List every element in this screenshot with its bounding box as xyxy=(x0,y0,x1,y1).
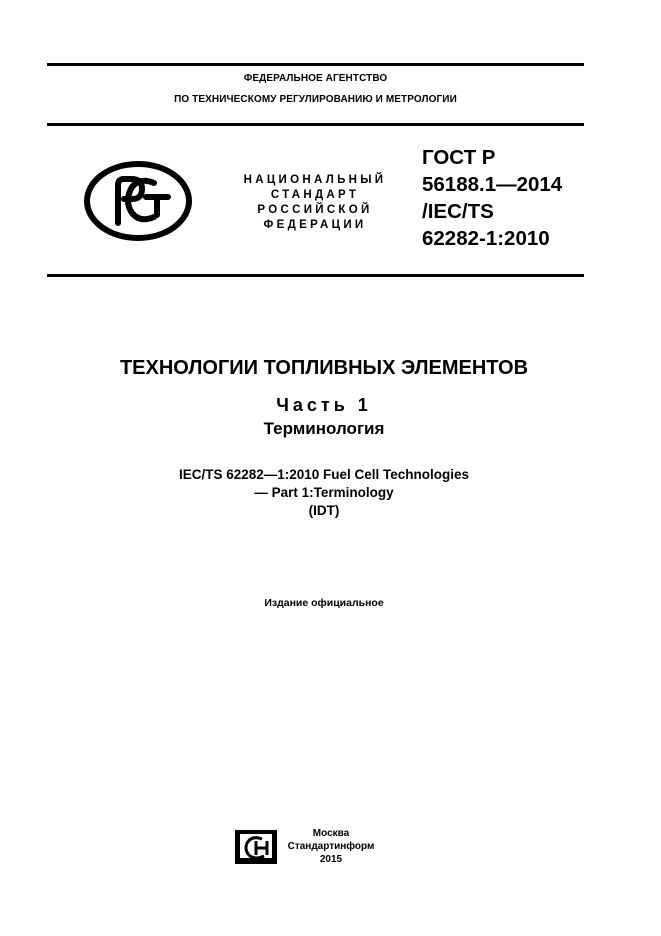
top-rule xyxy=(47,63,584,66)
publisher-name: Стандартинформ xyxy=(287,841,375,852)
national-standard-line3: РОССИЙСКОЙ xyxy=(257,204,373,216)
rst-logo-icon xyxy=(84,161,192,241)
gost-designation-line3: /IEC/TS xyxy=(422,200,494,223)
agency-name-line1: ФЕДЕРАЛЬНОЕ АГЕНТСТВО xyxy=(243,73,388,84)
publisher-logo-icon xyxy=(234,829,278,865)
gost-designation-line4: 62282-1:2010 xyxy=(422,227,550,250)
national-standard-line4: ФЕДЕРАЦИИ xyxy=(263,219,367,231)
document-title: ТЕХНОЛОГИИ ТОПЛИВНЫХ ЭЛЕМЕНТОВ xyxy=(119,357,529,379)
national-standard-line2: СТАНДАРТ xyxy=(270,189,360,201)
edition-label: Издание официальное xyxy=(264,597,384,609)
publisher-city: Москва xyxy=(312,828,350,839)
gost-designation-line2: 56188.1—2014 xyxy=(422,173,563,196)
iec-reference-line2: — Part 1:Terminology xyxy=(254,485,394,500)
gost-designation-line1: ГОСТ Р xyxy=(422,146,496,169)
iec-reference-line1: IEC/TS 62282—1:2010 Fuel Cell Technologies xyxy=(178,467,470,482)
publication-year: 2015 xyxy=(319,854,343,865)
header-rule xyxy=(47,123,584,126)
designation-rule xyxy=(47,274,584,277)
national-standard-line1: НАЦИОНАЛЬНЫЙ xyxy=(243,174,387,186)
iec-reference-line3: (IDT) xyxy=(308,503,340,518)
agency-name-line2: ПО ТЕХНИЧЕСКОМУ РЕГУЛИРОВАНИЮ И МЕТРОЛОГИИ xyxy=(174,94,457,105)
document-subtitle: Терминология xyxy=(263,419,385,438)
part-label: Часть 1 xyxy=(276,395,372,415)
